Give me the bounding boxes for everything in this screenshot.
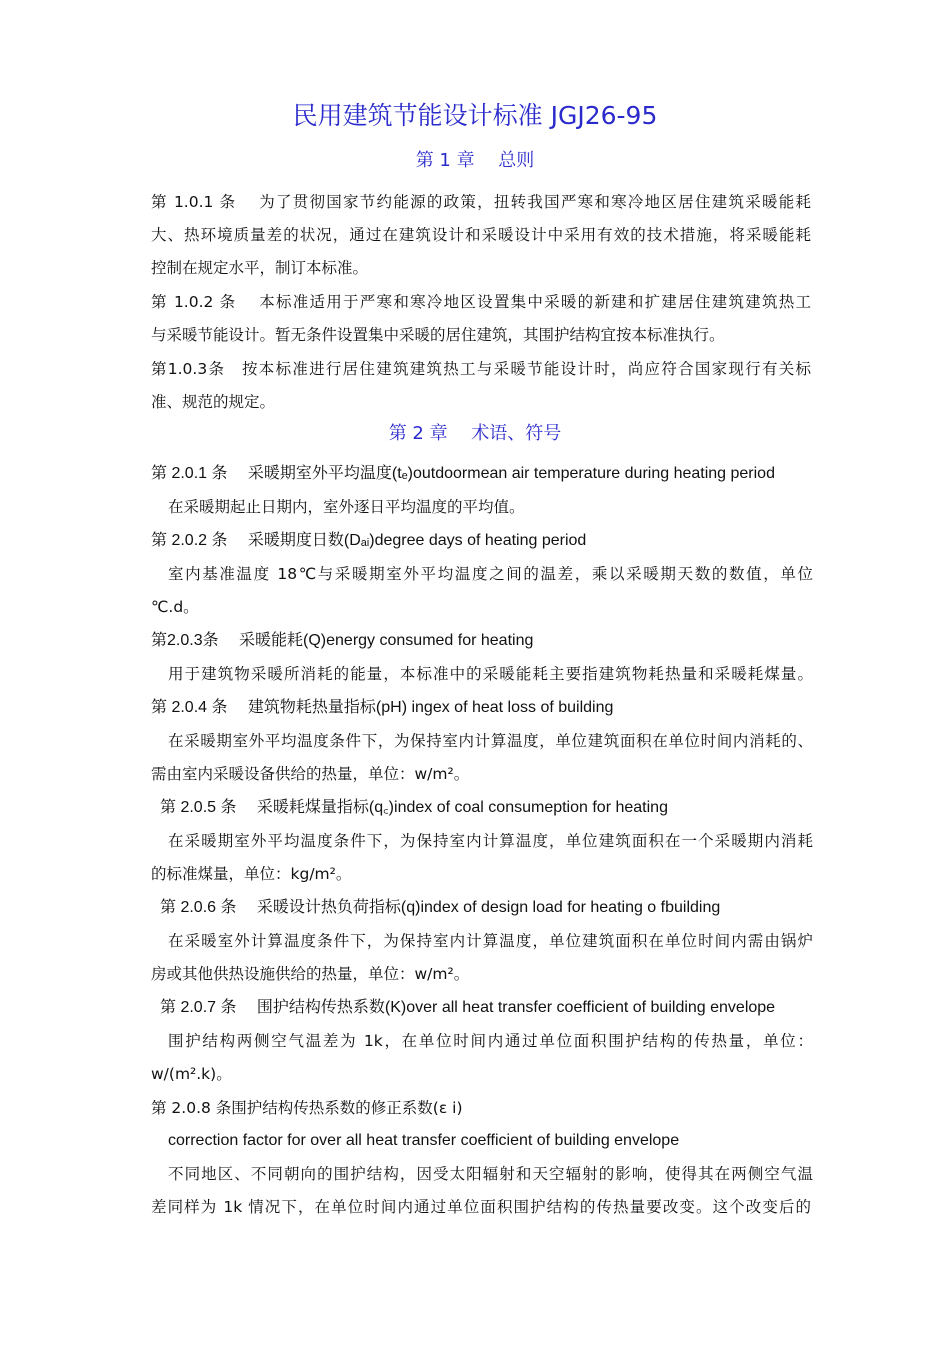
article-1-0-2-line-2: 与采暖节能设计。暂无条件设置集中采暖的居住建筑，其围护结构宜按本标准执行。 bbox=[151, 326, 725, 344]
article-1-0-1-line-3: 控制在规定水平，制订本标准。 bbox=[151, 259, 369, 277]
article-2-0-7-text-1: 围护结构两侧空气温差为 1k，在单位时间内通过单位面积围护结构的传热量，单位： bbox=[168, 1032, 813, 1050]
article-2-0-5-text-2: 的标准煤量，单位：kg/m²。 bbox=[151, 865, 352, 883]
article-1-0-3-line-1: 第1.0.3条 按本标准进行居住建筑建筑热工与采暖节能设计时，尚应符合国家现行有关标 bbox=[151, 360, 811, 378]
article-2-0-1-heading: 第 2.0.1 条 采暖期室外平均温度(tₑ)outdoormean air temperature during heating period bbox=[151, 465, 775, 482]
article-2-0-8-text-2: 差同样为 1k 情况下，在单位时间内通过单位面积围护结构的传热量要改变。这个改变后的 bbox=[151, 1198, 811, 1216]
article-1-0-3-line-2: 准、规范的规定。 bbox=[151, 393, 276, 411]
article-2-0-1-text: 在采暖期起止日期内，室外逐日平均温度的平均值。 bbox=[168, 498, 525, 516]
article-2-0-3-text: 用于建筑物采暖所消耗的能量，本标准中的采暖能耗主要指建筑物耗热量和采暖耗煤量。 bbox=[168, 665, 813, 683]
article-2-0-2-text-2: ℃.d。 bbox=[151, 598, 199, 616]
chapter-2-heading: 第 2 章 术语、符号 bbox=[388, 423, 562, 444]
article-2-0-2-text-1: 室内基准温度 18℃与采暖期室外平均温度之间的温差，乘以采暖期天数的数值，单位 bbox=[168, 565, 813, 583]
article-2-0-5-heading: 第 2.0.5 条 采暖耗煤量指标(q꜀)index of coal consumeption for heating bbox=[160, 799, 668, 816]
article-2-0-4-text-1: 在采暖期室外平均温度条件下，为保持室内计算温度，单位建筑面积在单位时间内消耗的、 bbox=[168, 732, 813, 750]
article-2-0-5-text-1: 在采暖期室外平均温度条件下，为保持室内计算温度，单位建筑面积在一个采暖期内消耗 bbox=[168, 832, 813, 850]
article-2-0-8-heading: 第 2.0.8 条围护结构传热系数的修正系数(ε i) bbox=[151, 1099, 463, 1117]
article-2-0-6-heading: 第 2.0.6 条 采暖设计热负荷指标(q)index of design load for heating o fbuilding bbox=[160, 899, 721, 916]
article-2-0-4-heading: 第 2.0.4 条 建筑物耗热量指标(pH) ingex of heat loss of building bbox=[151, 699, 614, 716]
article-2-0-6-text-2: 房或其他供热设施供给的热量，单位：w/m²。 bbox=[151, 965, 470, 983]
article-2-0-8-english-term: correction factor for over all heat transfer coefficient of building envelope bbox=[168, 1132, 680, 1149]
article-1-0-2-line-1: 第 1.0.2 条 本标准适用于严寒和寒冷地区设置集中采暖的新建和扩建居住建筑建筑热工 bbox=[151, 293, 811, 311]
article-2-0-6-text-1: 在采暖室外计算温度条件下，为保持室内计算温度，单位建筑面积在单位时间内需由锅炉 bbox=[168, 932, 813, 950]
article-2-0-7-heading: 第 2.0.7 条 围护结构传热系数(K)over all heat transfer coefficient of building envelope bbox=[160, 999, 776, 1016]
article-1-0-1-line-2: 大、热环境质量差的状况，通过在建筑设计和采暖设计中采用有效的技术措施，将采暖能耗 bbox=[151, 226, 811, 244]
article-2-0-8-text-1: 不同地区、不同朝向的围护结构，因受太阳辐射和天空辐射的影响，使得其在两侧空气温 bbox=[168, 1165, 813, 1183]
article-2-0-3-heading: 第2.0.3条 采暖能耗(Q)energy consumed for heating bbox=[151, 632, 534, 649]
document-title: 民用建筑节能设计标准 JGJ26-95 bbox=[292, 101, 658, 130]
chapter-1-heading: 第 1 章 总则 bbox=[415, 150, 535, 171]
article-2-0-4-text-2: 需由室内采暖设备供给的热量，单位：w/m²。 bbox=[151, 765, 470, 783]
article-1-0-1-line-1: 第 1.0.1 条 为了贯彻国家节约能源的政策，扭转我国严寒和寒冷地区居住建筑采暖能耗 bbox=[151, 193, 811, 211]
article-2-0-2-heading: 第 2.0.2 条 采暖期度日数(Dₐᵢ)degree days of heating period bbox=[151, 532, 587, 549]
article-2-0-7-text-2: w/(m².k)。 bbox=[151, 1065, 232, 1083]
